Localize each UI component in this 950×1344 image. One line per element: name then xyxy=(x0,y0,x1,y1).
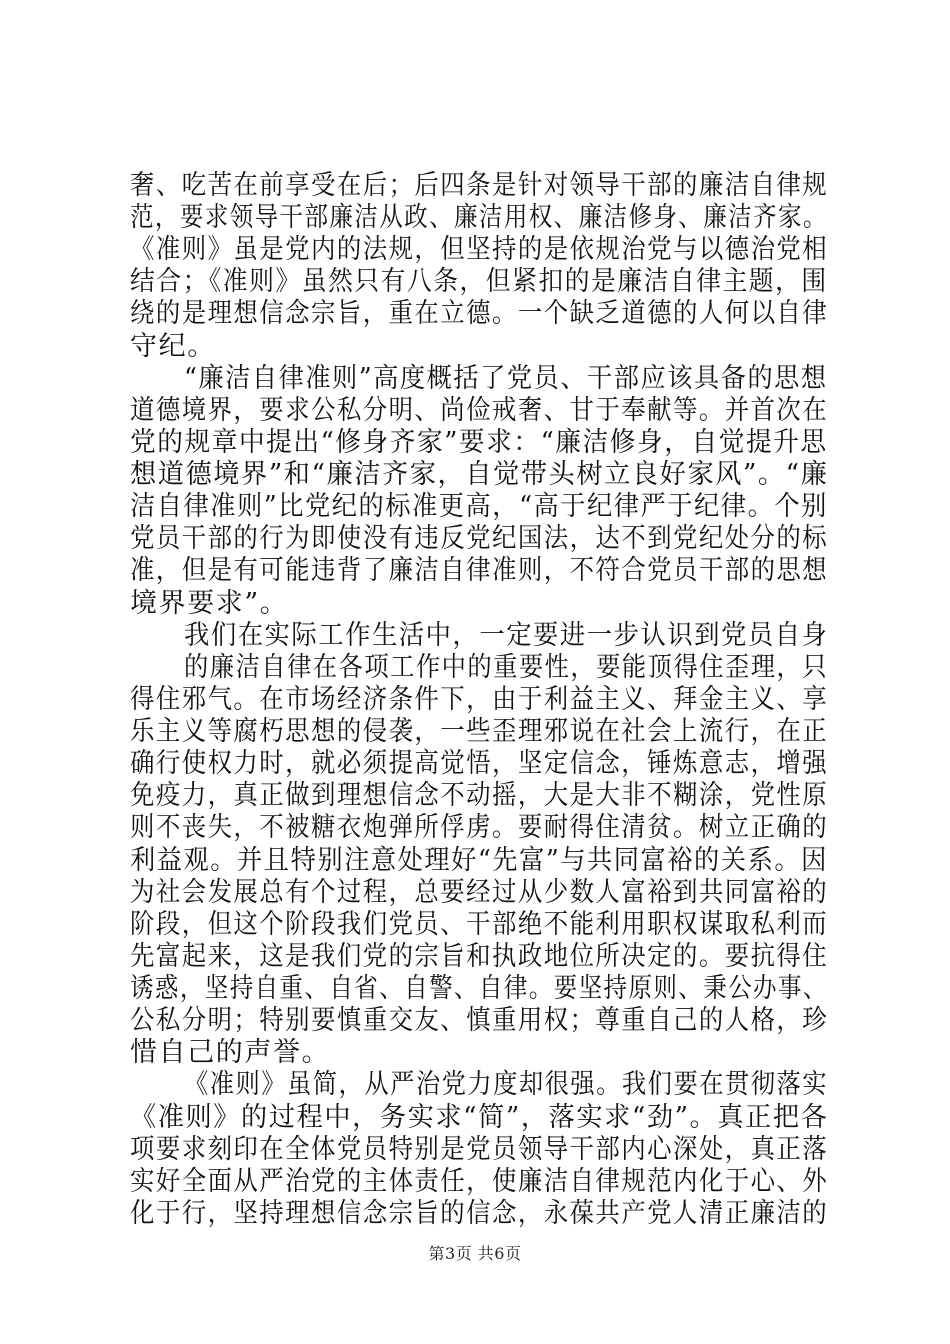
text-line: 诱惑，坚持自重、自省、自警、自律。要坚持原则、秉公办事、 xyxy=(130,973,828,1004)
text-line: 项要求刻印在全体党员特别是党员领导干部内心深处，真正落 xyxy=(130,1134,829,1165)
text-line: 党的规章中提出“修身齐家”要求：“廉洁修身，自觉提升思 xyxy=(130,427,828,458)
page-number-footer: 第3页 共6页 xyxy=(428,1244,522,1263)
text-line: 《准则》虽是党内的法规，但坚持的是依规治党与以德治党相 xyxy=(130,234,829,265)
text-line: 守纪。 xyxy=(130,331,216,362)
paragraph-first-line: 我们在实际工作生活中，一定要进一步认识到党员自身 xyxy=(184,620,829,651)
text-line: 结合；《准则》虽然只有八条，但紧扣的是廉洁自律主题，围 xyxy=(130,266,828,297)
text-line: 实好全面从严治党的主体责任，使廉洁自律规范内化于心、外 xyxy=(130,1166,829,1197)
text-line: 乐主义等腐朽思想的侵袭，一些歪理邪说在社会上流行，在正 xyxy=(130,716,829,747)
text-line: 得住邪气。在市场经济条件下，由于利益主义、拜金主义、享 xyxy=(130,684,829,715)
text-line: 则不丧失，不被糖衣炮弹所俘虏。要耐得住清贫。树立正确的 xyxy=(130,812,829,843)
text-line: 公私分明；特别要慎重交友、慎重用权；尊重自己的人格，珍 xyxy=(130,1005,829,1036)
text-line: 化于行，坚持理想信念宗旨的信念，永葆共产党人清正廉洁的 xyxy=(130,1198,829,1229)
text-line: 惜自己的声誉。 xyxy=(130,1037,331,1068)
text-line: 奢、吃苦在前享受在后；后四条是针对领导干部的廉洁自律规 xyxy=(130,170,829,201)
text-line: 免疫力，真正做到理想信念不动摇，大是大非不糊涂，党性原 xyxy=(130,780,829,811)
text-line: 洁自律准则”比党纪的标准更高，“高于纪律严于纪律。个别 xyxy=(130,491,828,522)
paragraph-first-line: 《准则》虽简，从严治党力度却很强。我们要在贯彻落实 xyxy=(184,1069,829,1100)
text-line: 的廉洁自律在各项工作中的重要性，要能顶得住歪理，只 xyxy=(184,652,829,683)
text-line: 道德境界，要求公私分明、尚俭戒奢、甘于奉献等。并首次在 xyxy=(130,395,829,426)
text-line: 阶段，但这个阶段我们党员、干部绝不能利用职权谋取私利而 xyxy=(130,909,829,940)
text-line: 党员干部的行为即使没有违反党纪国法，达不到党纪处分的标 xyxy=(130,523,829,554)
text-line: 范，要求领导干部廉洁从政、廉洁用权、廉洁修身、廉洁齐家。 xyxy=(130,202,828,233)
text-line: 先富起来，这是我们党的宗旨和执政地位所决定的。要抗得住 xyxy=(130,941,829,972)
text-line: 绕的是理想信念宗旨，重在立德。一个缺乏道德的人何以自律 xyxy=(130,298,829,329)
text-line: 《准则》的过程中，务实求“简”，落实求“劲”。真正把各 xyxy=(130,1102,829,1133)
paragraph-first-line: “廉洁自律准则”高度概括了党员、干部应该具备的思想 xyxy=(184,363,828,394)
text-line: 确行使权力时，就必须提高觉悟，坚定信念，锤炼意志，增强 xyxy=(130,748,829,779)
text-line: 准，但是有可能违背了廉洁自律准则，不符合党员干部的思想 xyxy=(130,555,829,586)
text-line: 利益观。并且特别注意处理好“先富”与共同富裕的关系。因 xyxy=(130,845,828,876)
text-line: 境界要求”。 xyxy=(130,588,289,619)
text-line: 想道德境界”和“廉洁齐家，自觉带头树立良好家风”。“廉 xyxy=(130,459,829,490)
text-line: 为社会发展总有个过程，总要经过从少数人富裕到共同富裕的 xyxy=(130,877,829,908)
